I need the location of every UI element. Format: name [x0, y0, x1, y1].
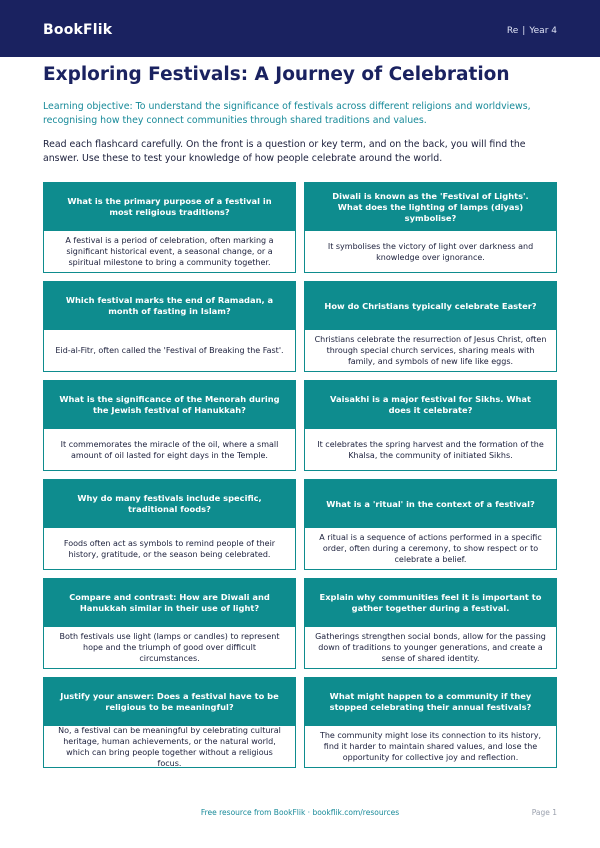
- flashcard[interactable]: [43, 182, 296, 273]
- page-title: Exploring Festivals: A Journey of Celebration: [43, 64, 510, 85]
- flashcard-back-answer: It celebrates the spring harvest and the formation of the Khalsa, the community of initiated Sikhs.: [317, 439, 544, 460]
- flashcard-front-question: Compare and contrast: How are Diwali and Hanukkah similar in their use of light?: [44, 579, 295, 627]
- flashcard-back-answer: Gatherings strengthen social bonds, allow for the passing down of traditions to younger generations, and create a sense of shared identity.: [315, 632, 546, 663]
- page-number: Page 1: [531, 808, 557, 817]
- header-bar: [0, 0, 600, 57]
- flashcard-front-question: What is a 'ritual' in the context of a festival?: [305, 480, 556, 528]
- flashcard-back-answer: Eid-al-Fitr, often called the 'Festival of Breaking the Fast'.: [55, 346, 284, 355]
- flashcard[interactable]: [43, 281, 296, 372]
- flashcard-front-question: Which festival marks the end of Ramadan, a month of fasting in Islam?: [44, 282, 295, 330]
- flashcard[interactable]: [304, 380, 557, 471]
- flashcard-back-answer: A festival is a period of celebration, often marking a significant historical event, a seasonal change, or a spiritual milestone to bring a community together.: [65, 236, 274, 267]
- flashcard-front-question: Justify your answer: Does a festival have to be religious to be meaningful?: [44, 678, 295, 726]
- brand-logo[interactable]: BookFlik: [43, 22, 113, 38]
- flashcard-back-answer: Christians celebrate the resurrection of Jesus Christ, often through special church services, sharing meals with family, and symbols of new life like eggs.: [314, 335, 547, 366]
- flashcard-back-answer: Foods often act as symbols to remind people of their history, gratitude, or the season being celebrated.: [63, 538, 276, 559]
- flashcard[interactable]: [304, 281, 557, 372]
- flashcard-front-question: Diwali is known as the 'Festival of Lights'. What does the lighting of lamps (diyas) symbolise?: [305, 183, 556, 231]
- flashcard-back-answer: Both festivals use light (lamps or candles) to represent hope and the triumph of good over difficult circumstances.: [59, 632, 280, 663]
- flashcard-back-answer: It commemorates the miracle of the oil, where a small amount of oil lasted for eight days in the Temple.: [60, 439, 279, 460]
- flashcard[interactable]: [43, 677, 296, 768]
- header-meta: [507, 26, 557, 36]
- learning-objective: Learning objective: To understand the significance of festivals across different religions and worldviews, recognising how they connect communities through shared traditions and values.: [43, 101, 531, 126]
- flashcard-front-question: What is the primary purpose of a festival in most religious traditions?: [44, 183, 295, 231]
- flashcard-front-question: What is the significance of the Menorah during the Jewish festival of Hanukkah?: [44, 381, 295, 429]
- flashcard-front-question: What might happen to a community if they stopped celebrating their annual festivals?: [305, 678, 556, 726]
- flashcard-front-question: How do Christians typically celebrate Easter?: [305, 282, 556, 330]
- flashcard-front-question: Vaisakhi is a major festival for Sikhs. What does it celebrate?: [305, 381, 556, 429]
- flashcard-back-answer: No, a festival can be meaningful by celebrating cultural heritage, human achievements, or the natural world, which can bring people together without a religious focus.: [58, 725, 281, 768]
- flashcard-front-question: Explain why communities feel it is important to gather together during a festival.: [305, 579, 556, 627]
- subject-label: Re: [506, 26, 519, 36]
- flashcard[interactable]: [304, 479, 557, 570]
- flashcard-back-answer: It symbolises the victory of light over darkness and knowledge over ignorance.: [327, 241, 534, 262]
- flashcard[interactable]: [43, 578, 296, 669]
- flashcard[interactable]: [304, 677, 557, 768]
- year-label: Year 4: [529, 26, 557, 36]
- flashcard[interactable]: [304, 578, 557, 669]
- footer-resource-link[interactable]: Free resource from BookFlik · bookflik.com/resources: [200, 808, 400, 817]
- flashcard-front-question: Why do many festivals include specific, traditional foods?: [44, 480, 295, 528]
- flashcard[interactable]: [304, 182, 557, 273]
- flashcard-back-answer: A ritual is a sequence of actions performed in a specific order, often during a ceremony, to show respect or to celebrate a belief.: [319, 533, 542, 564]
- flashcard-back-answer: The community might lose its connection to its history, find it harder to maintain shared values, and lose the opportunity for collective joy and reflection.: [319, 731, 542, 762]
- flashcard[interactable]: [43, 479, 296, 570]
- flashcard[interactable]: [43, 380, 296, 471]
- instructions-text: Read each flashcard carefully. On the front is a question or key term, and on the back, you will find the answer. Use these to test your knowledge of how people celebrate around the world.: [43, 139, 526, 164]
- meta-separator: |: [522, 26, 526, 36]
